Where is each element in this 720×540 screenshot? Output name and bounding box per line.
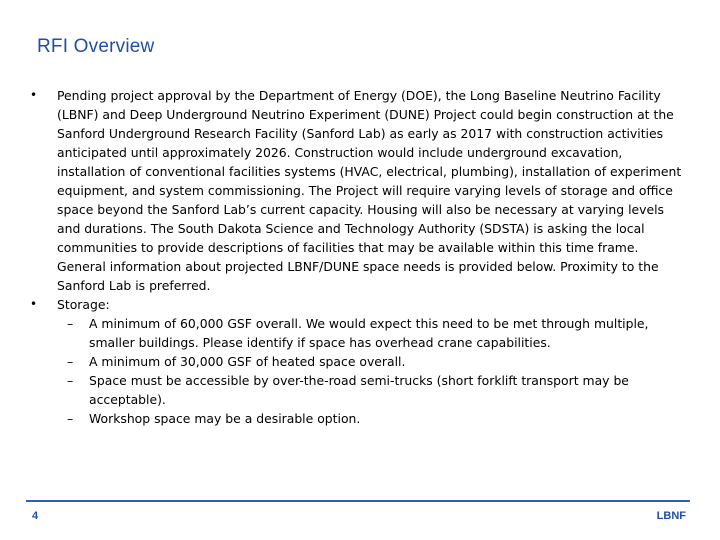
bullet-item-storage [27,295,691,314]
dash-icon: – [67,316,74,331]
slide-body [27,86,691,428]
overview-paragraph: Pending project approval by the Department of Energy (DOE), the Long Baseline Neutrino Facility (LBNF) and Deep Underground Neutrino Experiment (DUNE) Project could begin construction at the Sanford Underground Research Facility (Sanford Lab) as early as 2017 with construction activities anticipated until approximately 2026. Construction would include underground excavation, installation of conventional facilities systems (HVAC, electrical, plumbing), installation of experiment equipment, and system commissioning. The Project will require varying levels of storage and office space beyond the Sanford Lab’s current capacity. Housing will also be necessary at varying levels and durations. The South Dakota Science and Technology Authority (SDSTA) is asking the local communities to provide descriptions of facilities that may be available within this time frame. General information about projected LBNF/DUNE space needs is provided below. Proximity to the Sanford Lab is preferred. [57,88,682,293]
storage-subitem [27,371,691,409]
storage-subitem [27,352,691,371]
storage-subitem [27,314,691,352]
bullet-item-overview [27,86,691,295]
dash-icon: – [67,354,74,369]
dash-icon: – [67,411,74,426]
footer-divider [26,500,690,502]
dash-icon: – [67,373,74,388]
bullet-icon: • [30,88,38,102]
bullet-icon: • [30,297,38,311]
slide-title: RFI Overview [37,36,155,57]
storage-subitem-text: A minimum of 30,000 GSF of heated space overall. [89,354,406,369]
storage-subitem [27,409,691,428]
storage-subitem-text: Workshop space may be a desirable option. [89,411,361,426]
page-number: 4 [32,510,39,522]
storage-subitem-text: Space must be accessible by over-the-road semi-trucks (short forklift transport may be acceptable). [89,373,629,407]
storage-sublist [27,314,691,428]
storage-heading: Storage: [57,297,110,312]
footer-brand: LBNF [656,510,686,522]
storage-subitem-text: A minimum of 60,000 GSF overall. We would expect this need to be met through multiple, smaller buildings. Please identify if space has overhead crane capabilities. [89,316,649,350]
